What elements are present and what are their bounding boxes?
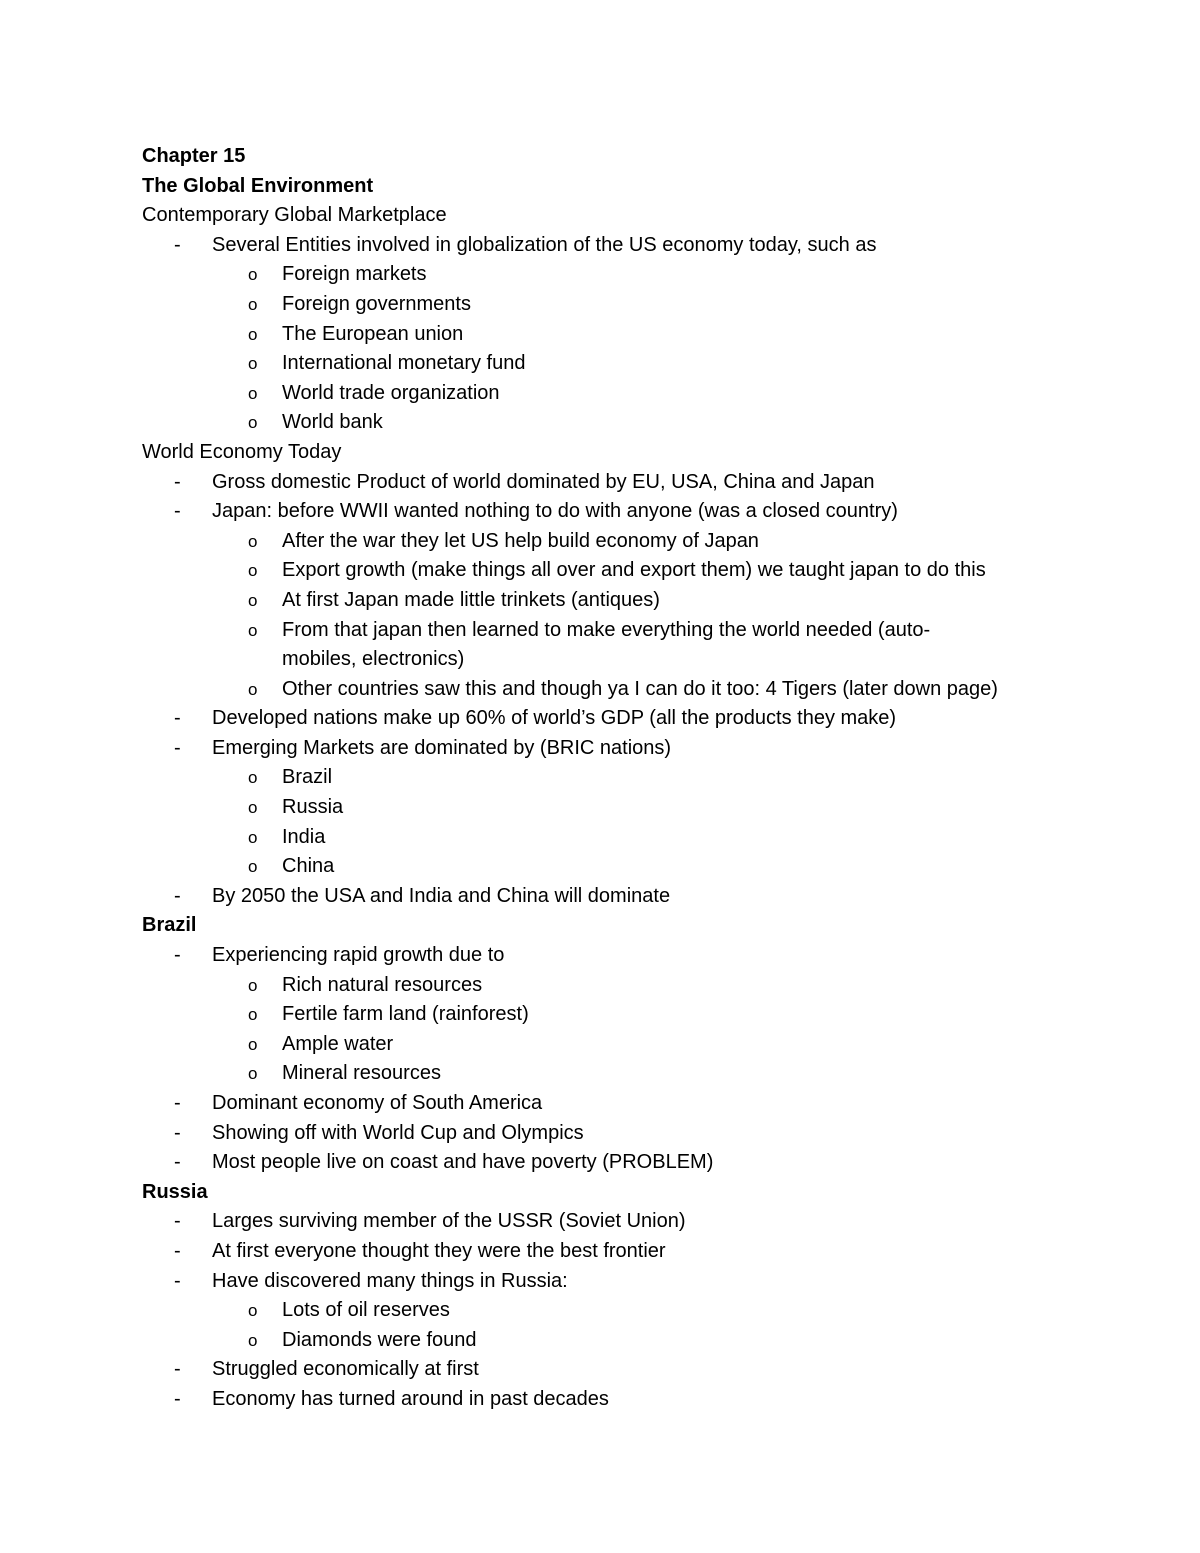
sub-bullet-item xyxy=(142,586,1102,616)
section-heading: Russia xyxy=(142,1180,208,1203)
sub-bullet-text: World bank xyxy=(282,411,383,434)
circle-bullet-icon: o xyxy=(248,294,258,314)
circle-bullet-icon: o xyxy=(248,975,258,995)
circle-bullet-icon: o xyxy=(248,561,258,581)
sub-bullet-text: Lots of oil reserves xyxy=(282,1299,450,1322)
sub-bullet-item xyxy=(142,379,1102,409)
sub-bullet-text: Mineral resources xyxy=(282,1062,441,1085)
circle-bullet-icon: o xyxy=(248,413,258,433)
bullet-item xyxy=(142,468,1102,498)
dash-bullet-icon: - xyxy=(174,1269,181,1292)
dash-bullet-icon: - xyxy=(174,884,181,907)
sub-bullet-item xyxy=(142,290,1102,320)
bullet-item xyxy=(142,1089,1102,1119)
circle-bullet-icon: o xyxy=(248,1301,258,1321)
sub-bullet-text: Brazil xyxy=(282,766,333,789)
bullet-text: Larges surviving member of the USSR (Soviet Union) xyxy=(212,1210,686,1233)
sub-bullet-text: Russia xyxy=(282,796,344,819)
circle-bullet-icon: o xyxy=(248,1330,258,1350)
bullet-item xyxy=(142,497,1102,527)
sub-bullet-text: International monetary fund xyxy=(282,352,526,375)
bullet-text: Have discovered many things in Russia: xyxy=(212,1269,568,1292)
bullet-item xyxy=(142,1237,1102,1267)
bullet-text: Experiencing rapid growth due to xyxy=(212,944,505,967)
dash-bullet-icon: - xyxy=(174,500,181,523)
bullet-text: Gross domestic Product of world dominated by EU, USA, China and Japan xyxy=(212,470,875,493)
bullet-item xyxy=(142,1148,1102,1178)
sub-bullet-item xyxy=(142,1000,1102,1030)
bullet-text: Japan: before WWII wanted nothing to do with anyone (was a closed country) xyxy=(212,500,898,523)
bullet-item xyxy=(142,734,1102,764)
bullet-item xyxy=(142,1355,1102,1385)
sub-bullet-item xyxy=(142,675,1102,705)
sub-bullet-text: Other countries saw this and though ya I can do it too: 4 Tigers (later down page) xyxy=(282,677,998,700)
sub-bullet-text: Rich natural resources xyxy=(282,973,483,996)
sub-bullet-item xyxy=(142,1326,1102,1356)
chapter-heading: Chapter 15 xyxy=(142,145,246,167)
bullet-text: By 2050 the USA and India and China will dominate xyxy=(212,884,671,907)
sub-bullet-item xyxy=(142,320,1102,350)
sub-bullet-item xyxy=(142,1030,1102,1060)
sub-bullet-item xyxy=(142,349,1102,379)
section-heading: Contemporary Global Marketplace xyxy=(142,204,447,227)
circle-bullet-icon: o xyxy=(248,827,258,847)
bullet-text: Most people live on coast and have poverty (PROBLEM) xyxy=(212,1151,714,1174)
bullet-text: Economy has turned around in past decades xyxy=(212,1387,609,1410)
dash-bullet-icon: - xyxy=(174,736,181,759)
sub-bullet-text: Foreign governments xyxy=(282,292,471,315)
section-heading: Brazil xyxy=(142,914,197,937)
sub-bullet-text: World trade organization xyxy=(282,381,500,404)
bullet-item xyxy=(142,882,1102,912)
sub-bullet-item xyxy=(142,823,1102,853)
dash-bullet-icon: - xyxy=(174,944,181,967)
circle-bullet-icon: o xyxy=(248,620,258,640)
document-title: The Global Environment xyxy=(142,174,374,197)
bullet-item xyxy=(142,1267,1102,1297)
circle-bullet-icon: o xyxy=(248,590,258,610)
bullet-text: Showing off with World Cup and Olympics xyxy=(212,1121,584,1144)
bullet-text: Emerging Markets are dominated by (BRIC nations) xyxy=(212,736,672,759)
document-body xyxy=(142,142,1102,1415)
dash-bullet-icon: - xyxy=(174,233,181,256)
circle-bullet-icon: o xyxy=(248,383,258,403)
sub-bullet-text: After the war they let US help build economy of Japan xyxy=(282,529,759,552)
sub-bullet-text: Fertile farm land (rainforest) xyxy=(282,1003,529,1026)
sub-bullet-item xyxy=(142,763,1102,793)
sub-bullet-text: The European union xyxy=(282,322,464,345)
sub-bullet-item xyxy=(142,408,1102,438)
sub-bullet-item xyxy=(142,260,1102,290)
bullet-item xyxy=(142,704,1102,734)
section-heading: World Economy Today xyxy=(142,440,342,463)
sub-bullet-text: From that japan then learned to make everything the world needed (auto-mobiles, electronics) xyxy=(282,618,931,671)
dash-bullet-icon: - xyxy=(174,1210,181,1233)
bullet-text: Struggled economically at first xyxy=(212,1358,479,1381)
circle-bullet-icon: o xyxy=(248,1034,258,1054)
bullet-item xyxy=(142,231,1102,261)
sub-bullet-item xyxy=(142,793,1102,823)
sub-bullet-item xyxy=(142,852,1102,882)
sub-bullet-text: Export growth (make things all over and export them) we taught japan to do this xyxy=(282,559,986,582)
sub-bullet-item xyxy=(142,556,1102,586)
dash-bullet-icon: - xyxy=(174,470,181,493)
bullet-text: Several Entities involved in globalization of the US economy today, such as xyxy=(212,233,877,256)
bullet-text: Developed nations make up 60% of world’s GDP (all the products they make) xyxy=(212,707,897,730)
sub-bullet-item xyxy=(142,971,1102,1001)
dash-bullet-icon: - xyxy=(174,707,181,730)
sub-bullet-item xyxy=(142,527,1102,557)
dash-bullet-icon: - xyxy=(174,1358,181,1381)
bullet-text: Dominant economy of South America xyxy=(212,1092,543,1114)
bullet-item xyxy=(142,1207,1102,1237)
sub-bullet-text: Ample water xyxy=(282,1032,394,1055)
circle-bullet-icon: o xyxy=(248,768,258,788)
sub-bullet-item xyxy=(142,1059,1102,1089)
circle-bullet-icon: o xyxy=(248,265,258,285)
circle-bullet-icon: o xyxy=(248,857,258,877)
dash-bullet-icon: - xyxy=(174,1092,181,1114)
circle-bullet-icon: o xyxy=(248,324,258,344)
circle-bullet-icon: o xyxy=(248,1005,258,1025)
circle-bullet-icon: o xyxy=(248,1064,258,1084)
sub-bullet-item xyxy=(142,1296,1102,1326)
bullet-item xyxy=(142,1385,1102,1415)
sub-bullet-text: At first Japan made little trinkets (antiques) xyxy=(282,588,660,611)
bullet-item xyxy=(142,941,1102,971)
sub-bullet-item xyxy=(142,616,1102,675)
dash-bullet-icon: - xyxy=(174,1239,181,1262)
circle-bullet-icon: o xyxy=(248,679,258,699)
sub-bullet-text: China xyxy=(282,855,335,878)
sub-bullet-text: India xyxy=(282,825,326,848)
dash-bullet-icon: - xyxy=(174,1387,181,1410)
circle-bullet-icon: o xyxy=(248,531,258,551)
sub-bullet-text: Diamonds were found xyxy=(282,1328,477,1351)
dash-bullet-icon: - xyxy=(174,1151,181,1174)
bullet-item xyxy=(142,1119,1102,1149)
circle-bullet-icon: o xyxy=(248,354,258,374)
sub-bullet-text: Foreign markets xyxy=(282,263,427,286)
circle-bullet-icon: o xyxy=(248,798,258,818)
bullet-text: At first everyone thought they were the best frontier xyxy=(212,1239,666,1262)
dash-bullet-icon: - xyxy=(174,1121,181,1144)
